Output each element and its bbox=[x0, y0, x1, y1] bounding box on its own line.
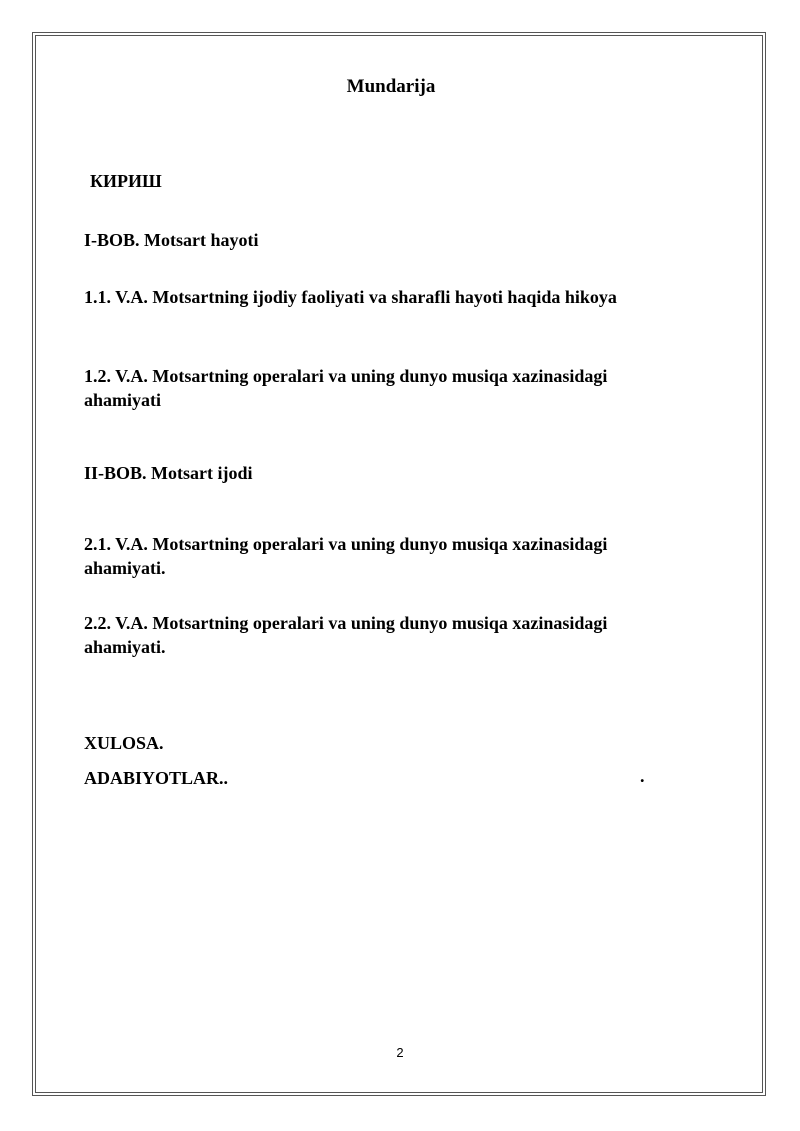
toc-entry-conclusion: XULOSA. bbox=[84, 733, 164, 753]
toc-entry-section-1-2: 1.2. V.A. Motsartning operalari va uning dunyo musiqa xazinasidagi ahamiyati bbox=[84, 366, 608, 410]
toc-entry-chapter-1: I-BOB. Motsart hayoti bbox=[84, 230, 259, 250]
document-title: Mundarija bbox=[346, 76, 436, 97]
toc-entry-chapter-2: II-BOB. Motsart ijodi bbox=[84, 463, 253, 483]
page-number: 2 bbox=[396, 1045, 404, 1060]
toc-entry-kirish: КИРИШ bbox=[90, 171, 162, 191]
toc-entry-section-1-1: 1.1. V.A. Motsartning ijodiy faoliyati va sharafli hayoti haqida hikoya bbox=[84, 287, 617, 307]
trailing-dot: . bbox=[640, 766, 645, 786]
toc-entry-section-2-1: 2.1. V.A. Motsartning operalari va uning dunyo musiqa xazinasidagi ahamiyati. bbox=[84, 534, 608, 578]
toc-entry-section-2-2: 2.2. V.A. Motsartning operalari va uning dunyo musiqa xazinasidagi ahamiyati. bbox=[84, 613, 608, 657]
toc-entry-bibliography: ADABIYOTLAR.. bbox=[84, 768, 229, 788]
